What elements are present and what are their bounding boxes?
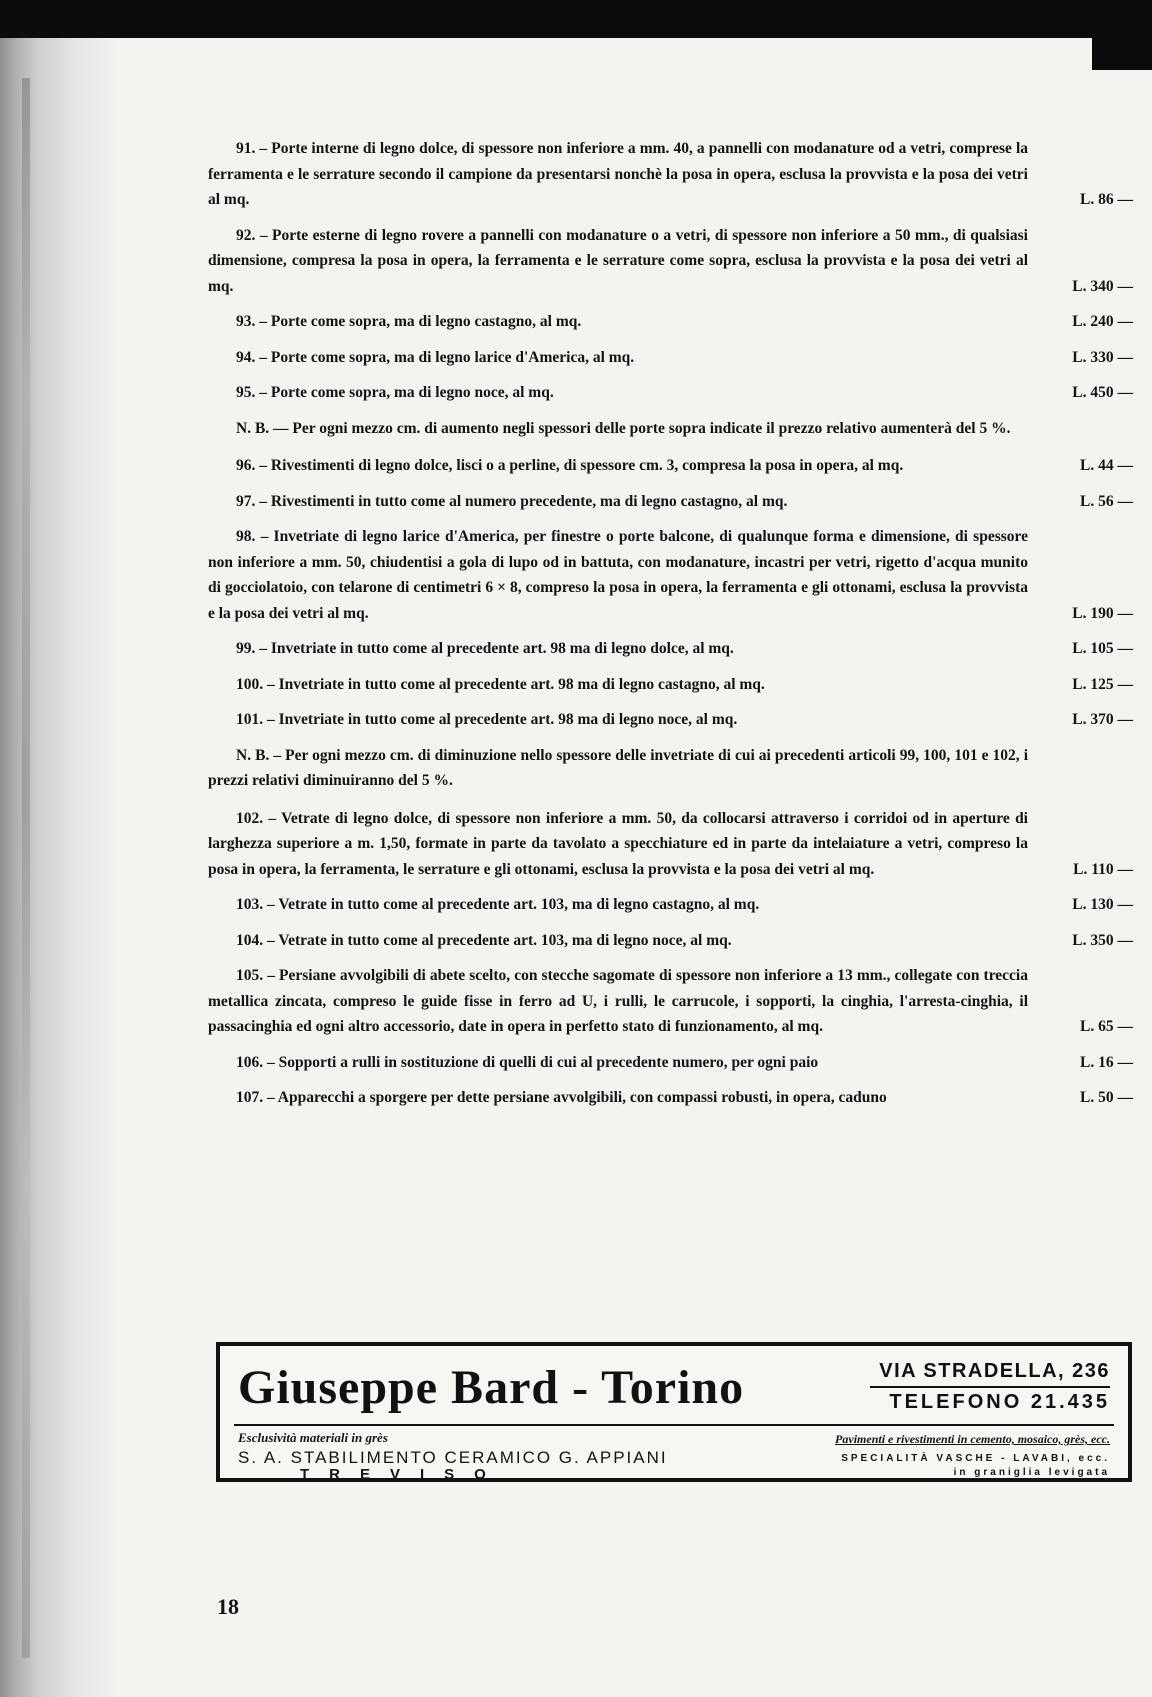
list-item <box>208 892 1133 918</box>
item-price: L. 44 — <box>1080 457 1133 474</box>
item-text: 107. – Apparecchi a sporgere per dette persiane avvolgibili, con compassi robusti, in opera, caduno <box>236 1089 887 1106</box>
footnote: N. B. – Per ogni mezzo cm. di diminuzione nello spessore delle invetriate di cui ai precedenti articoli 99, 100, 101 e 102, i prezzi relativi diminuiranno del 5 %. <box>208 746 1028 789</box>
item-price: L. 330 — <box>1072 348 1133 366</box>
item-text: 106. – Sopporti a rulli in sostituzione di quelli di cui al precedente numero, per ogni paio <box>236 1053 819 1071</box>
item-text: 103. – Vetrate in tutto come al precedente art. 103, ma di legno castagno, al mq. <box>236 896 760 913</box>
advert-specialty-line: SPECIALITÀ VASCHE - LAVABI, ecc. <box>841 1453 1110 1464</box>
item-price: L. 240 — <box>1072 313 1133 330</box>
item-price: L. 105 — <box>1072 640 1133 657</box>
footnote: N. B. — Per ogni mezzo cm. di aumento negli spessori delle porte sopra indicate il prezzo relativo aumenterà del 5 %. <box>236 419 1011 437</box>
item-text: 97. – Rivestimenti in tutto come al numero precedente, ma di legno castagno, al mq. <box>236 492 788 510</box>
item-text: 105. – Persiane avvolgibili di abete scelto, con stecche sagomate di spessore non inferiore a 13 mm., collegate con treccia metallica zincata, compreso le guide fisse in ferro ad U, i rulli, le carrucole, i sopporti, la cinghia, l'arresta-cinghia, il passacinghia ed ogni altro accessorio, date in opera in perfetto stato di funzionamento, al mq. <box>208 967 1028 1035</box>
advert-products: Pavimenti e rivestimenti in cemento, mosaico, grès, ecc. <box>835 1432 1110 1446</box>
item-price: L. 125 — <box>1072 675 1133 693</box>
item-price: L. 350 — <box>1072 931 1133 949</box>
item-price: L. 16 — <box>1080 1053 1133 1071</box>
page-number: 18 <box>217 1594 239 1619</box>
item-price: L. 110 — <box>1073 860 1133 878</box>
list-item <box>208 345 1133 371</box>
list-item <box>208 806 1133 883</box>
item-text: 99. – Invetriate in tutto come al precedente art. 98 ma di legno dolce, al mq. <box>236 640 734 657</box>
advert-street: VIA STRADELLA, 236 <box>870 1360 1110 1388</box>
list-item <box>208 524 1133 626</box>
item-text: 100. – Invetriate in tutto come al precedente art. 98 ma di legno castagno, al mq. <box>236 675 765 693</box>
list-item <box>208 636 1133 662</box>
list-item <box>208 489 1133 515</box>
list-item <box>208 707 1133 733</box>
item-price: L. 370 — <box>1072 711 1133 728</box>
list-item <box>208 963 1133 1040</box>
item-text: 104. – Vetrate in tutto come al precedente art. 103, ma di legno noce, al mq. <box>236 931 732 949</box>
list-item <box>208 380 1133 406</box>
binding-stripe <box>22 78 30 1658</box>
item-text: 93. – Porte come sopra, ma di legno castagno, al mq. <box>236 313 582 330</box>
page-binding-shadow <box>0 38 120 1697</box>
item-price: L. 56 — <box>1080 492 1133 510</box>
list-item <box>208 1050 1133 1076</box>
item-text: 101. – Invetriate in tutto come al precedente art. 98 ma di legno noce, al mq. <box>236 711 738 728</box>
advert-phone: TELEFONO 21.435 <box>889 1391 1110 1413</box>
item-price: L. 190 — <box>1072 604 1133 622</box>
list-item <box>208 1085 1133 1111</box>
list-item <box>208 672 1133 698</box>
scan-corner-shadow <box>1092 30 1152 70</box>
item-text: 95. – Porte come sopra, ma di legno noce, al mq. <box>236 384 554 401</box>
list-item <box>208 928 1133 954</box>
item-text: 92. – Porte esterne di legno rovere a pannelli con modanature o a vetri, di spessore non inferiore a 50 mm., di qualsiasi dimensione, compresa la posa in opera, la ferramenta e le serrature come sopra, esclusa la provvista e la posa dei vetri al mq. <box>208 226 1028 295</box>
advert-city: TREVISO <box>300 1466 506 1483</box>
advert-specialty <box>690 1452 1110 1480</box>
advertisement-box <box>216 1342 1132 1482</box>
item-price: L. 450 — <box>1072 384 1133 401</box>
item-text: 94. – Porte come sopra, ma di legno larice d'America, al mq. <box>236 348 635 366</box>
item-text: 91. – Porte interne di legno dolce, di spessore non inferiore a mm. 40, a pannelli con modanature od a vetri, comprese la ferramenta e le serrature secondo il campione da presentarsi nonchè la posa in opera, esclusa la provvista e la posa dei vetri al mq. <box>208 140 1028 208</box>
item-text: 102. – Vetrate di legno dolce, di spessore non inferiore a mm. 50, da collocarsi attraverso i corridoi od in aperture di larghezza superiore a m. 1,50, formate in parte da tavolato a specchiature ed in parte da intelaiature a vetri, compreso la posa in opera, la ferramenta, le serrature e gli ottonami, esclusa la provvista e la posa dei vetri al mq. <box>208 809 1028 878</box>
advert-supplier: S. A. STABILIMENTO CERAMICO G. APPIANI <box>238 1448 668 1467</box>
list-item <box>208 309 1133 335</box>
list-item <box>208 136 1133 213</box>
item-price: L. 86 — <box>1080 191 1133 208</box>
advert-exclusive: Esclusività materiali in grès <box>238 1430 388 1445</box>
item-price: L. 65 — <box>1080 1018 1133 1035</box>
item-price: L. 340 — <box>1072 277 1133 295</box>
list-item <box>208 453 1133 479</box>
list-item <box>208 223 1133 300</box>
item-text: 98. – Invetriate di legno larice d'America, per finestre o porte balcone, di qualunque forma e dimensione, di spessore non inferiore a mm. 50, chiudentisi a gola di lupo od in battuta, con modanature, incastri per vetri, rigetto d'acqua munito di gocciolatoio, con telarone di centimetri 6 × 8, compreso la posa in opera, la ferramenta e gli ottonami, esclusa la provvista e la posa dei vetri al mq. <box>208 528 1028 622</box>
advert-divider <box>234 1424 1114 1426</box>
item-price: L. 50 — <box>1080 1089 1133 1106</box>
item-text: 96. – Rivestimenti di legno dolce, lisci o a perline, di spessore cm. 3, compresa la posa in opera, al mq. <box>236 457 904 474</box>
item-price: L. 130 — <box>1072 896 1133 913</box>
advert-specialty-line: in graniglia levigata <box>953 1467 1110 1478</box>
advert-address <box>870 1360 1110 1414</box>
price-list <box>208 136 1133 1121</box>
advert-company-name: Giuseppe Bard - Torino <box>238 1361 745 1414</box>
scan-top-border <box>0 0 1152 38</box>
